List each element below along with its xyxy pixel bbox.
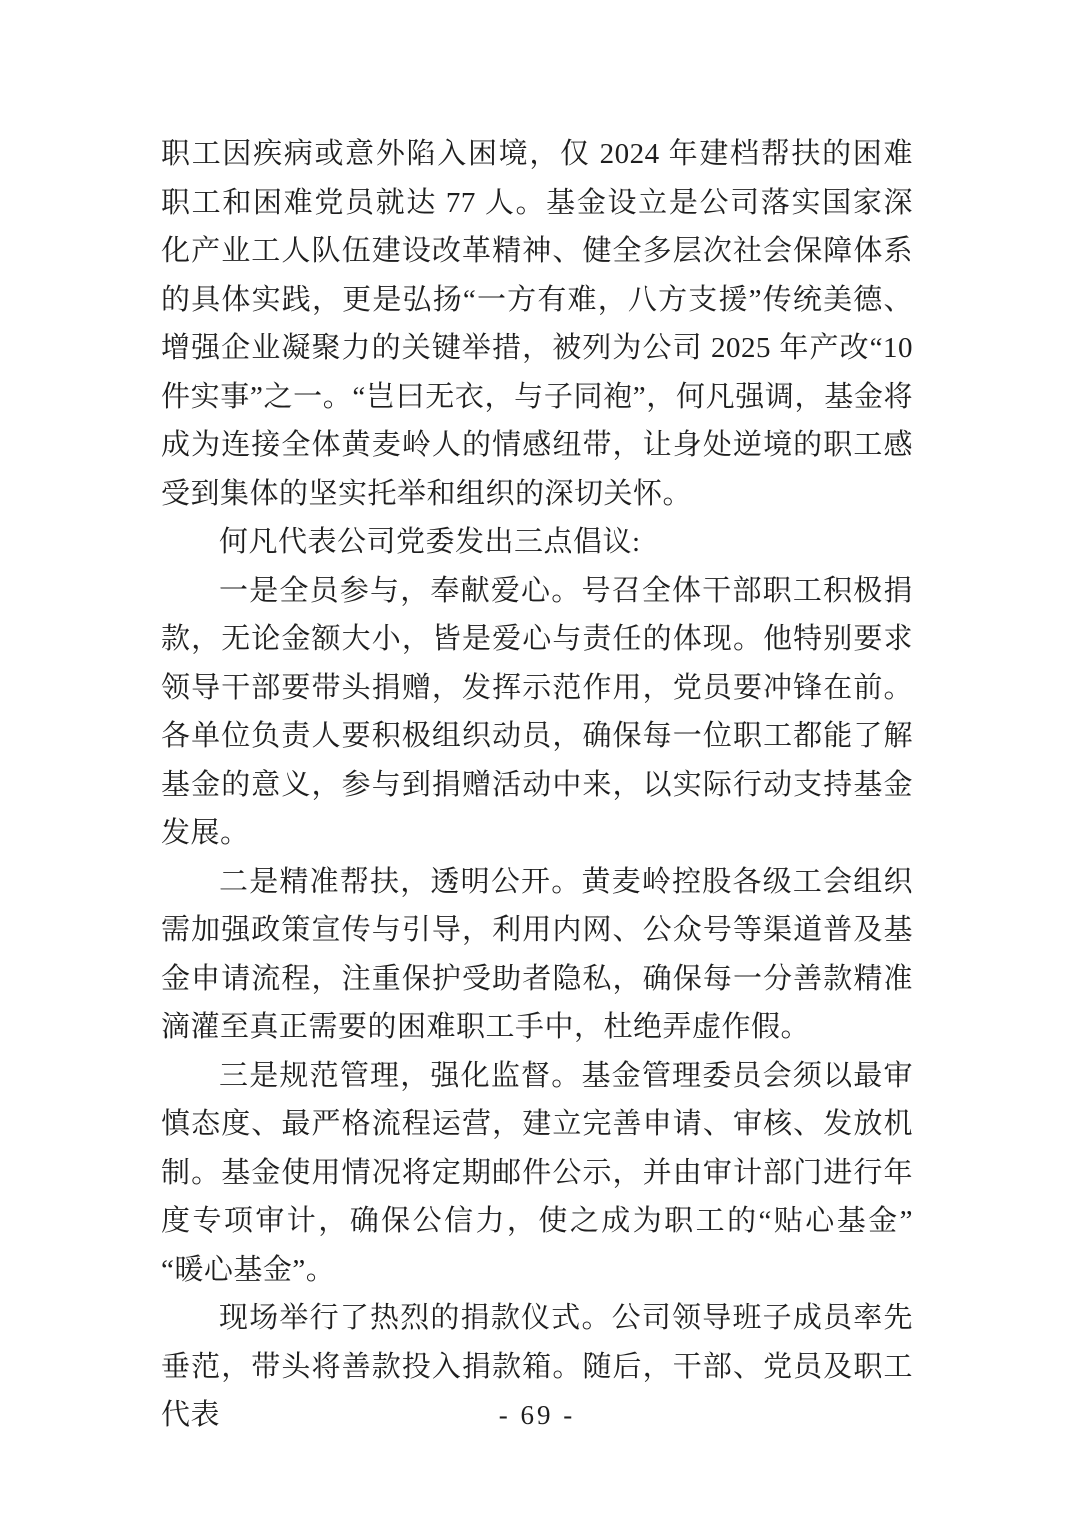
document-body <box>161 130 913 1440</box>
paragraph-proposal-1: 一是全员参与，奉献爱心。号召全体干部职工积极捐款，无论金额大小，皆是爱心与责任的体现。他特别要求领导干部要带头捐赠，发挥示范作用，党员要冲锋在前。各单位负责人要积极组织动员，确保每一位职工都能了解基金的意义，参与到捐赠活动中来，以实际行动支持基金发展。 <box>161 574 913 849</box>
paragraph-ceremony: 现场举行了热烈的捐款仪式。公司领导班子成员率先垂范，带头将善款投入捐款箱。随后，干部、党员及职工代表 <box>161 1302 913 1431</box>
paragraph-proposal-3: 三是规范管理，强化监督。基金管理委员会须以最审慎态度、最严格流程运营，建立完善申请、审核、发放机制。基金使用情况将定期邮件公示，并由审计部门进行年度专项审计，确保公信力，使之成为职工的“贴心基金” “暖心基金”。 <box>161 1059 913 1286</box>
page-number: - 69 - <box>498 1400 576 1430</box>
paragraph-continuation: 职工因疾病或意外陷入困境，仅 2024 年建档帮扶的困难职工和困难党员就达 77 人。基金设立是公司落实国家深化产业工人队伍建设改革精神、健全多层次社会保障体系的具体实践，更是弘扬“一方有难，八方支援”传统美德、增强企业凝聚力的关键举措，被列为公司 2025 年产改“10 件实事”之一。“岂曰无衣，与子同袍”，何凡强调，基金将成为连接全体黄麦岭人的情感纽带，让身处逆境的职工感受到集体的坚实托举和组织的深切关怀。 <box>161 138 913 510</box>
paragraph-proposal-2: 二是精准帮扶，透明公开。黄麦岭控股各级工会组织需加强政策宣传与引导，利用内网、公众号等渠道普及基金申请流程，注重保护受助者隐私，确保每一分善款精准滴灌至真正需要的困难职工手中，杜绝弄虚作假。 <box>161 865 913 1043</box>
paragraph-proposal-intro: 何凡代表公司党委发出三点倡议: <box>219 526 641 558</box>
